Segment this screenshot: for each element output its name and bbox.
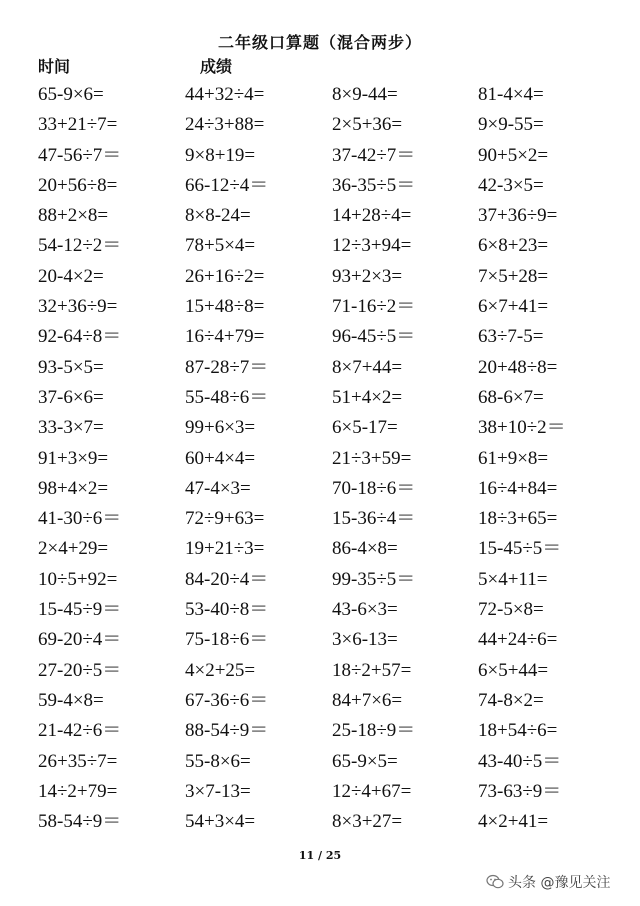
problem-grid (0, 80, 640, 837)
problem-row (0, 171, 640, 201)
math-problem: 93-5×5= (38, 356, 104, 378)
meta-row (38, 54, 233, 77)
problem-row (0, 747, 640, 777)
math-problem: 92-64÷8＝ (38, 326, 122, 348)
math-problem: 60+4×4= (185, 447, 256, 469)
math-problem: 38+10÷2＝ (478, 417, 566, 439)
math-problem: 37+36÷9= (478, 205, 558, 227)
math-problem: 6×5+44= (478, 659, 549, 681)
math-problem: 47-4×3= (185, 477, 251, 499)
math-problem: 4×2+25= (185, 659, 256, 681)
problem-row (0, 322, 640, 352)
math-problem: 96-45÷5＝ (332, 326, 416, 348)
problem-row (0, 353, 640, 383)
math-problem: 8×7+44= (332, 356, 403, 378)
math-problem: 15-45÷5＝ (478, 538, 562, 560)
math-problem: 4×2+41= (478, 811, 549, 833)
math-problem: 12÷3+94= (332, 235, 412, 257)
math-problem: 61+9×8= (478, 447, 549, 469)
math-problem: 51+4×2= (332, 386, 403, 408)
math-problem: 69-20÷4＝ (38, 629, 122, 651)
math-problem: 88-54÷9＝ (185, 720, 269, 742)
math-problem: 9×8+19= (185, 144, 256, 166)
problem-row (0, 504, 640, 534)
math-problem: 2×5+36= (332, 114, 403, 136)
math-problem: 36-35÷5＝ (332, 174, 416, 196)
problem-row (0, 625, 640, 655)
math-problem: 75-18÷6＝ (185, 629, 269, 651)
math-problem: 15-45÷9＝ (38, 599, 122, 621)
math-problem: 21-42÷6＝ (38, 720, 122, 742)
math-problem: 44+24÷6= (478, 629, 558, 651)
math-problem: 41-30÷6＝ (38, 508, 122, 530)
math-problem: 90+5×2= (478, 144, 549, 166)
math-problem: 67-36÷6＝ (185, 689, 269, 711)
math-problem: 25-18÷9＝ (332, 720, 416, 742)
math-problem: 18+54÷6= (478, 720, 558, 742)
math-problem: 10÷5+92= (38, 568, 118, 590)
math-problem: 8×8-24= (185, 205, 251, 227)
math-problem: 32+36÷9= (38, 296, 118, 318)
math-problem: 55-48÷6＝ (185, 386, 269, 408)
math-problem: 8×3+27= (332, 811, 403, 833)
math-problem: 47-56÷7＝ (38, 144, 122, 166)
math-problem: 14+28÷4= (332, 205, 412, 227)
math-problem: 3×6-13= (332, 629, 398, 651)
math-problem: 16÷4+84= (478, 477, 558, 499)
math-problem: 43-6×3= (332, 599, 398, 621)
math-problem: 3×7-13= (185, 780, 251, 802)
math-problem: 5×4+11= (478, 568, 548, 590)
math-problem: 86-4×8= (332, 538, 398, 560)
problem-row (0, 292, 640, 322)
math-problem: 72÷9+63= (185, 508, 265, 530)
problem-row (0, 80, 640, 110)
math-problem: 73-63÷9＝ (478, 780, 562, 802)
math-problem: 43-40÷5＝ (478, 750, 562, 772)
math-problem: 15-36÷4＝ (332, 508, 416, 530)
problem-row (0, 656, 640, 686)
math-problem: 63÷7-5= (478, 326, 544, 348)
math-problem: 99+6×3= (185, 417, 256, 439)
math-problem: 7×5+28= (478, 265, 549, 287)
math-problem: 37-6×6= (38, 386, 104, 408)
problem-row (0, 565, 640, 595)
math-problem: 6×5-17= (332, 417, 398, 439)
problem-row (0, 807, 640, 837)
math-problem: 18÷2+57= (332, 659, 412, 681)
problem-row (0, 201, 640, 231)
problem-row (0, 595, 640, 625)
math-problem: 20+48÷8= (478, 356, 558, 378)
math-problem: 91+3×9= (38, 447, 109, 469)
problem-row (0, 262, 640, 292)
problem-row (0, 686, 640, 716)
math-problem: 70-18÷6＝ (332, 477, 416, 499)
math-problem: 12÷4+67= (332, 780, 412, 802)
math-problem: 87-28÷7＝ (185, 356, 269, 378)
problem-row (0, 716, 640, 746)
math-problem: 78+5×4= (185, 235, 256, 257)
math-problem: 15+48÷8= (185, 296, 265, 318)
math-problem: 54+3×4= (185, 811, 256, 833)
math-problem: 98+4×2= (38, 477, 109, 499)
math-problem: 71-16÷2＝ (332, 296, 416, 318)
problem-row (0, 777, 640, 807)
math-problem: 65-9×5= (332, 750, 398, 772)
math-problem: 20-4×2= (38, 265, 104, 287)
math-problem: 2×4+29= (38, 538, 109, 560)
math-problem: 84-20÷4＝ (185, 568, 269, 590)
watermark-text: 头条 @豫见关注 (508, 875, 611, 891)
math-problem: 58-54÷9＝ (38, 811, 122, 833)
problem-row (0, 383, 640, 413)
page-number: 11 / 25 (298, 849, 342, 862)
math-problem: 74-8×2= (478, 689, 544, 711)
math-problem: 24÷3+88= (185, 114, 265, 136)
math-problem: 8×9-44= (332, 84, 398, 105)
wechat-icon (486, 874, 504, 890)
problem-row (0, 534, 640, 564)
problem-row (0, 231, 640, 261)
problem-row (0, 110, 640, 140)
math-problem: 66-12÷4＝ (185, 174, 269, 196)
math-problem: 53-40÷8＝ (185, 599, 269, 621)
math-problem: 18÷3+65= (478, 508, 558, 530)
math-problem: 93+2×3= (332, 265, 403, 287)
math-problem: 99-35÷5＝ (332, 568, 416, 590)
math-problem: 65-9×6= (38, 84, 104, 105)
math-problem: 6×8+23= (478, 235, 549, 257)
math-problem: 20+56÷8= (38, 174, 118, 196)
time-label: 时间 (38, 57, 71, 76)
math-problem: 84+7×6= (332, 689, 403, 711)
problem-row (0, 474, 640, 504)
math-problem: 14÷2+79= (38, 780, 118, 802)
problem-row (0, 413, 640, 443)
math-problem: 44+32÷4= (185, 84, 265, 105)
math-problem: 16÷4+79= (185, 326, 265, 348)
problem-row (0, 444, 640, 474)
math-problem: 42-3×5= (478, 174, 544, 196)
problem-row (0, 141, 640, 171)
math-problem: 88+2×8= (38, 205, 109, 227)
math-problem: 19+21÷3= (185, 538, 265, 560)
math-problem: 26+16÷2= (185, 265, 265, 287)
math-problem: 68-6×7= (478, 386, 544, 408)
math-problem: 72-5×8= (478, 599, 544, 621)
math-problem: 21÷3+59= (332, 447, 412, 469)
math-problem: 26+35÷7= (38, 750, 118, 772)
watermark (486, 872, 610, 892)
page-title: 二年级口算题（混合两步） (217, 33, 422, 52)
math-problem: 6×7+41= (478, 296, 549, 318)
math-problem: 33-3×7= (38, 417, 104, 439)
math-problem: 55-8×6= (185, 750, 251, 772)
math-problem: 54-12÷2＝ (38, 235, 122, 257)
math-problem: 27-20÷5＝ (38, 659, 122, 681)
math-problem: 9×9-55= (478, 114, 544, 136)
score-label: 成绩 (200, 57, 233, 76)
math-problem: 59-4×8= (38, 689, 104, 711)
math-problem: 81-4×4= (478, 84, 544, 105)
math-problem: 33+21÷7= (38, 114, 118, 136)
math-problem: 37-42÷7＝ (332, 144, 416, 166)
